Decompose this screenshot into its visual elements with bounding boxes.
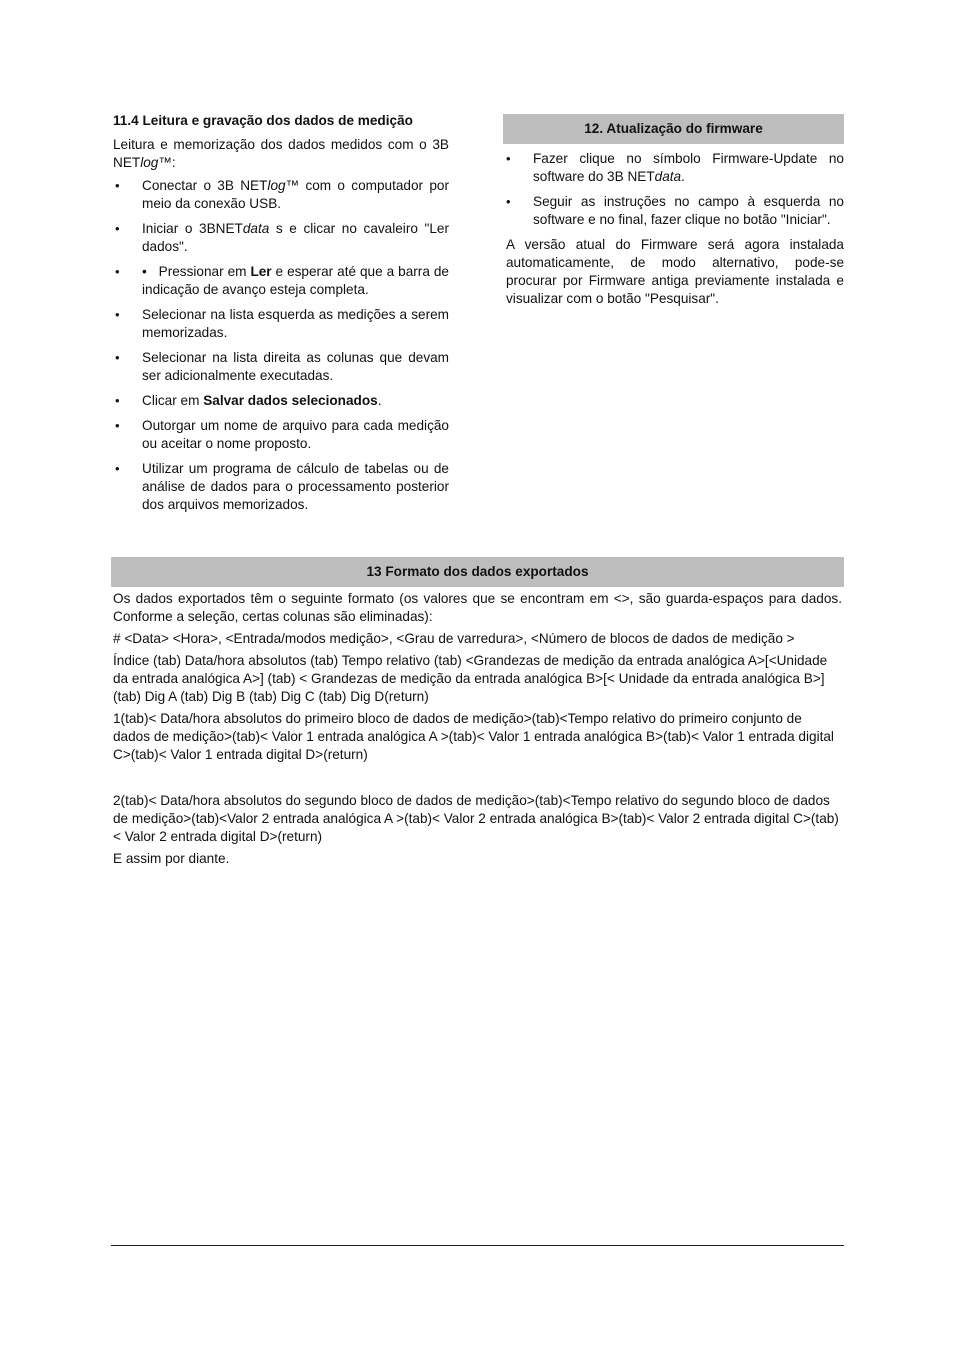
text: . <box>681 169 685 184</box>
intro-paragraph <box>113 136 449 172</box>
italic-text: data <box>242 221 270 236</box>
bullet-list <box>503 150 844 229</box>
list-item <box>503 150 844 186</box>
bullet-icon: • <box>115 307 120 322</box>
paragraph: 2(tab)< Data/hora absolutos do segundo bloco de dados de medição>(tab)<Tempo relativo do segundo bloco de dados de medição>(tab)<Valor 2 entrada analógica A >(tab)< Valor 2 entrada analógica B>(tab)< Valor 2 entrada digital C>(tab)< Valor 2 entrada digital D>(return) <box>113 793 839 844</box>
bullet-icon: • <box>115 418 120 433</box>
section-heading-bar: 13 Formato dos dados exportados <box>111 557 844 587</box>
bullet-list <box>113 177 449 514</box>
bullet-icon: • <box>115 350 120 365</box>
text: Seguir as instruções no campo à esquerda no software e no final, fazer clique no botão "Iniciar". <box>533 194 844 227</box>
list-item <box>113 220 449 256</box>
bullet-icon: • <box>506 151 511 166</box>
text: Leitura e memorização dos dados medidos com o 3B NET <box>113 137 449 170</box>
text: Conectar o 3B NET <box>142 178 268 193</box>
paragraph: Índice (tab) Data/hora absolutos (tab) Tempo relativo (tab) <Grandezas de medição da entrada analógica A>[<Unidade da entrada analógica A>] (tab) < Grandezas de medição da entrada analógica B>[< Unidade da entrada analógica B>] (tab) Dig A (tab) Dig B (tab) Dig C (tab) Dig D(return) <box>113 653 828 704</box>
text: • Pressionar em <box>142 264 251 279</box>
paragraph: 1(tab)< Data/hora absolutos do primeiro bloco de dados de medição>(tab)<Tempo relativo do primeiro conjunto de dados de medição>(tab)< Valor 1 entrada analógica A >(tab)< Valor 1 entrada analógica B>(tab)< Valor 1 entrada digital C>(tab)< Valor 1 entrada digital D>(return) <box>113 711 834 762</box>
bullet-icon: • <box>115 461 120 476</box>
list-item <box>113 417 449 453</box>
section-body <box>111 587 844 868</box>
text: Fazer clique no símbolo Firmware-Update no software do 3B NET <box>533 151 844 184</box>
text: Outorgar um nome de arquivo para cada medição ou aceitar o nome proposto. <box>142 418 449 451</box>
list-item <box>503 193 844 229</box>
list-item <box>113 263 449 299</box>
text: Iniciar o 3BNET <box>142 221 243 236</box>
bullet-icon: • <box>115 221 120 236</box>
text: e esperar até que a barra de indicação de avanço esteja completa. <box>142 264 449 297</box>
bullet-icon: • <box>115 178 120 193</box>
text: Selecionar na lista esquerda as medições a serem memorizadas. <box>142 307 449 340</box>
bold-text: Ler <box>250 264 272 279</box>
list-item <box>113 306 449 342</box>
bullet-icon: • <box>506 194 511 209</box>
text: Clicar em <box>142 393 204 408</box>
section-heading: 11.4 Leitura e gravação dos dados de medição <box>113 113 413 128</box>
footer-rule <box>111 1245 844 1246</box>
bold-text: Salvar dados selecionados <box>203 393 378 408</box>
section-heading-bar: 12. Atualização do firmware <box>503 114 844 144</box>
bullet-icon: • <box>115 264 120 279</box>
list-item <box>113 349 449 385</box>
paragraph: A versão atual do Firmware será agora instalada automaticamente, de modo alternativo, pode-se procurar por Firmware antiga previamente instalada e visualizar com o botão "Pesquisar". <box>506 237 844 306</box>
italic-text: data <box>654 169 682 184</box>
list-item <box>113 460 449 514</box>
section-13 <box>111 557 844 872</box>
text: . <box>377 393 382 408</box>
paragraph: E assim por diante. <box>113 851 230 866</box>
list-item <box>113 392 449 410</box>
text: s e clicar no cavaleiro "Ler dados". <box>142 221 449 254</box>
section-12 <box>503 114 844 313</box>
text: Utilizar um programa de cálculo de tabelas ou de análise de dados para o processamento posterior dos arquivos memorizados. <box>142 461 449 512</box>
spacer <box>113 768 842 792</box>
text: ™ com o computador por meio da conexão USB. <box>142 178 449 211</box>
text: Selecionar na lista direita as colunas que devam ser adicionalmente executadas. <box>142 350 449 383</box>
paragraph: # <Data> <Hora>, <Entrada/modos medição>, <Grau de varredura>, <Número de blocos de dados de medição > <box>113 631 795 646</box>
paragraph: Os dados exportados têm o seguinte formato (os valores que se encontram em <>, são guarda-espaços para dados. Conforme a seleção, certas colunas são eliminadas): <box>113 591 842 624</box>
section-11-4 <box>113 112 449 521</box>
italic-text: log <box>140 155 159 170</box>
italic-text: log <box>267 178 286 193</box>
list-item <box>113 177 449 213</box>
text: ™: <box>158 155 176 170</box>
bullet-icon: • <box>115 393 120 408</box>
